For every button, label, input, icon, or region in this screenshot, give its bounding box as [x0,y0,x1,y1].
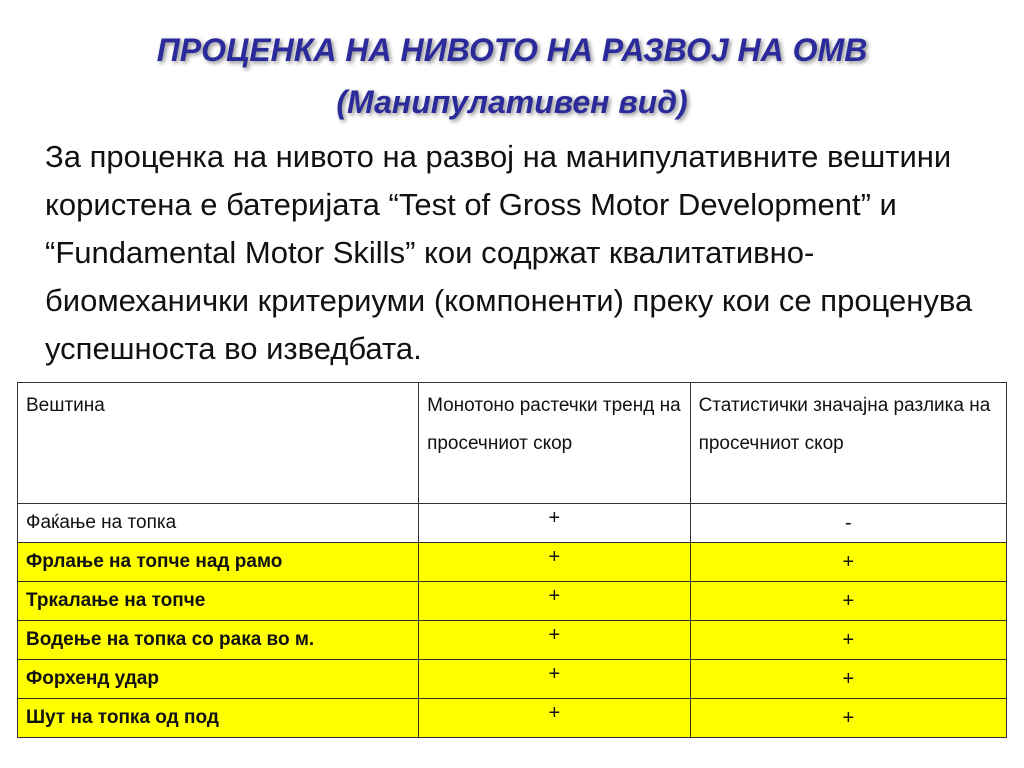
significance-cell: - [690,504,1006,543]
trend-cell: + [419,621,691,660]
table-row [18,504,1007,543]
skill-cell: Фаќање на топка [18,504,419,543]
table-row [18,699,1007,738]
header-skill: Вештина [18,383,419,504]
significance-cell: + [690,699,1006,738]
table-row [18,543,1007,582]
table-row [18,660,1007,699]
table-header-row [18,383,1007,504]
trend-cell: + [419,504,691,543]
intro-paragraph: За проценка на нивото на развој на манипулативните вештини користена е батеријата “Test of Gross Motor Development” и “Fundamental Motor Skills” кои содржат квалитативно-биомеханички критериуми (компоненти) преку кои се проценува успешноста во изведбата. [45,139,973,366]
significance-cell: + [690,582,1006,621]
trend-cell: + [419,582,691,621]
skill-cell: Водење на топка со рака во м. [18,621,419,660]
results-table [17,382,1007,738]
table-row [18,621,1007,660]
skill-cell: Фрлање на топче над рамо [18,543,419,582]
trend-cell: + [419,543,691,582]
trend-cell: + [419,660,691,699]
header-significance: Статистички значајна разлика на просечниот скор [690,383,1006,504]
significance-cell: + [690,660,1006,699]
skill-cell: Форхенд удар [18,660,419,699]
slide-title: ПРОЦЕНКА НА НИВОТО НА РАЗВОЈ НА ОМВ [156,32,868,68]
significance-cell: + [690,543,1006,582]
slide-subtitle: (Манипулативен вид) [336,84,688,120]
significance-cell: + [690,621,1006,660]
trend-cell: + [419,699,691,738]
header-trend: Монотоно растечки тренд на просечниот скор [419,383,691,504]
skill-cell: Тркалање на топче [18,582,419,621]
skill-cell: Шут на топка од под [18,699,419,738]
table-row [18,582,1007,621]
